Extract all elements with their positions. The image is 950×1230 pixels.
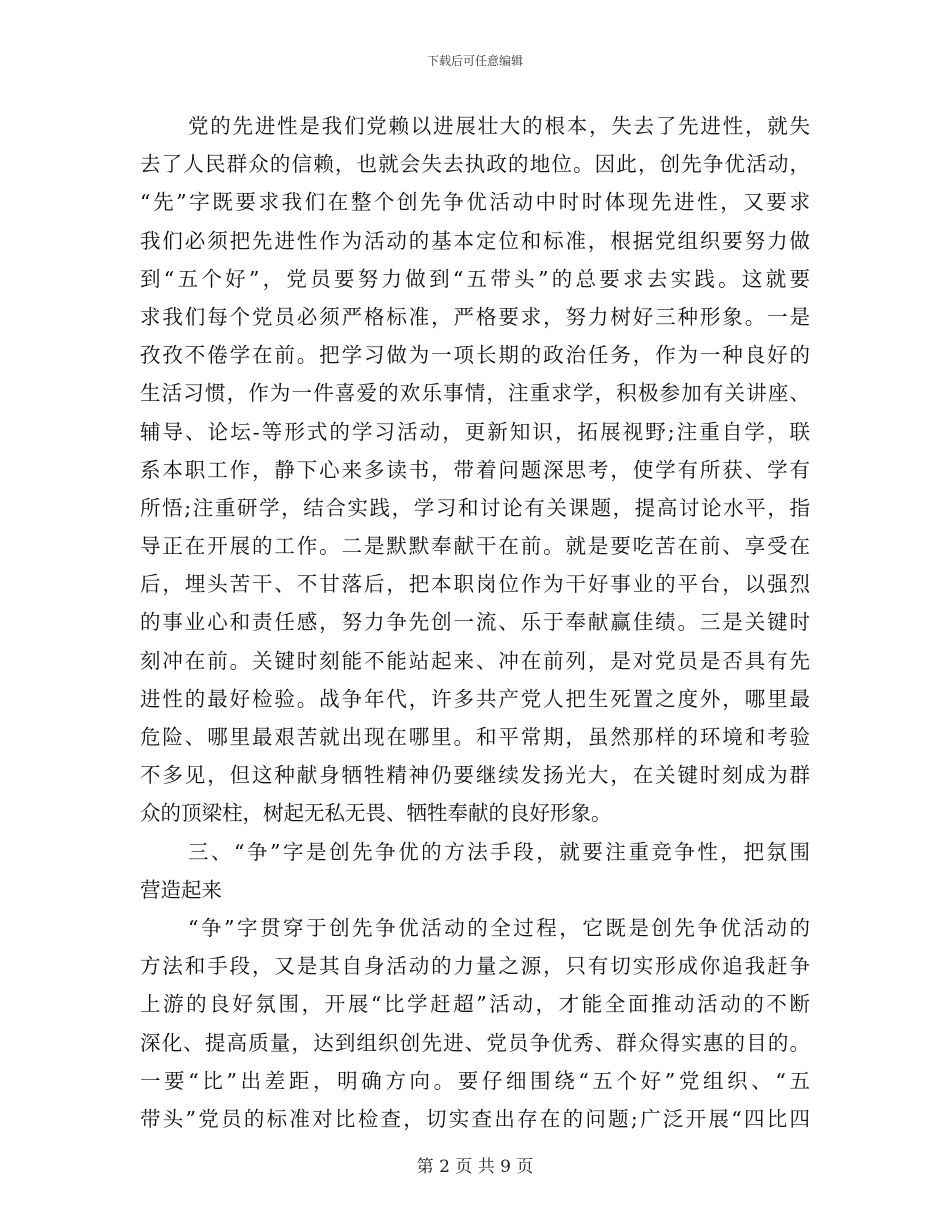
section-heading: 三、“争”字是创先争优的方法手段，就要注重竞争性，把氛围: [188, 839, 810, 864]
document-body: [140, 107, 810, 1138]
text-line: 刻冲在前。关键时刻能不能站起来、冲在前列，是对党员是否具有先: [140, 648, 810, 673]
text-line: 去了人民群众的信赖，也就会失去执政的地位。因此，创先争优活动，: [140, 152, 810, 177]
page-number: 第 2 页 共 9 页: [416, 1157, 534, 1177]
text-line: 众的顶梁柱，树起无私无畏、牺牲奉献的良好形象。: [140, 801, 612, 826]
text-line: “先”字既要求我们在整个创先争优活动中时时体现先进性，又要求: [140, 190, 810, 215]
text-line: 到“五个好”，党员要努力做到“五带头”的总要求去实践。这就要: [140, 266, 810, 291]
text-line: 不多见，但这种献身牺牲精神仍要继续发扬光大，在关键时刻成为群: [140, 763, 810, 788]
text-line: 我们必须把先进性作为活动的基本定位和标准，根据党组织要努力做: [140, 228, 810, 253]
text-line: 方法和手段，又是其自身活动的力量之源，只有切实形成你追我赶争: [140, 954, 810, 979]
page-header: 下载后可任意编辑: [426, 54, 523, 68]
text-line: 后，埋头苦干、不甘落后，把本职岗位作为干好事业的平台，以强烈: [140, 572, 810, 597]
text-line: 党的先进性是我们党赖以进展壮大的根本，失去了先进性，就失: [188, 114, 810, 138]
text-line: 带头”党员的标准对比检查，切实查出存在的问题;广泛开展“四比四: [140, 1106, 810, 1131]
text-line: 孜孜不倦学在前。把学习做为一项长期的政治任务，作为一种良好的: [140, 343, 810, 368]
text-line: 一要“比”出差距，明确方向。要仔细围绕“五个好”党组织、“五: [140, 1068, 810, 1093]
text-line: 上游的良好氛围，开展“比学赶超”活动，才能全面推动活动的不断: [140, 992, 810, 1017]
text-line: 生活习惯，作为一件喜爱的欢乐事情，注重求学，积极参加有关讲座、: [140, 381, 810, 406]
text-line: 导正在开展的工作。二是默默奉献干在前。就是要吃苦在前、享受在: [140, 534, 810, 559]
text-line: 求我们每个党员必须严格标准，严格要求，努力树好三种形象。一是: [140, 304, 810, 329]
text-line: 系本职工作，静下心来多读书，带着问题深思考，使学有所获、学有: [140, 457, 810, 482]
text-line: 危险、哪里最艰苦就出现在哪里。和平常期，虽然那样的环境和考验: [140, 725, 810, 749]
text-line: “争”字贯穿于创先争优活动的全过程，它既是创先争优活动的: [188, 915, 810, 940]
text-line: 所悟;注重研学，结合实践，学习和讨论有关课题，提高讨论水平，指: [140, 495, 810, 520]
text-line: 辅导、论坛-等形式的学习活动，更新知识，拓展视野;注重自学，联: [140, 419, 810, 444]
section-heading-continued: 营造起来: [140, 877, 222, 902]
text-line: 深化、提高质量，达到组织创先进、党员争优秀、群众得实惠的目的。: [140, 1030, 810, 1055]
text-line: 进性的最好检验。战争年代，许多共产党人把生死置之度外，哪里最: [140, 686, 810, 711]
text-line: 的事业心和责任感，努力争先创一流、乐于奉献赢佳绩。三是关键时: [140, 610, 810, 635]
